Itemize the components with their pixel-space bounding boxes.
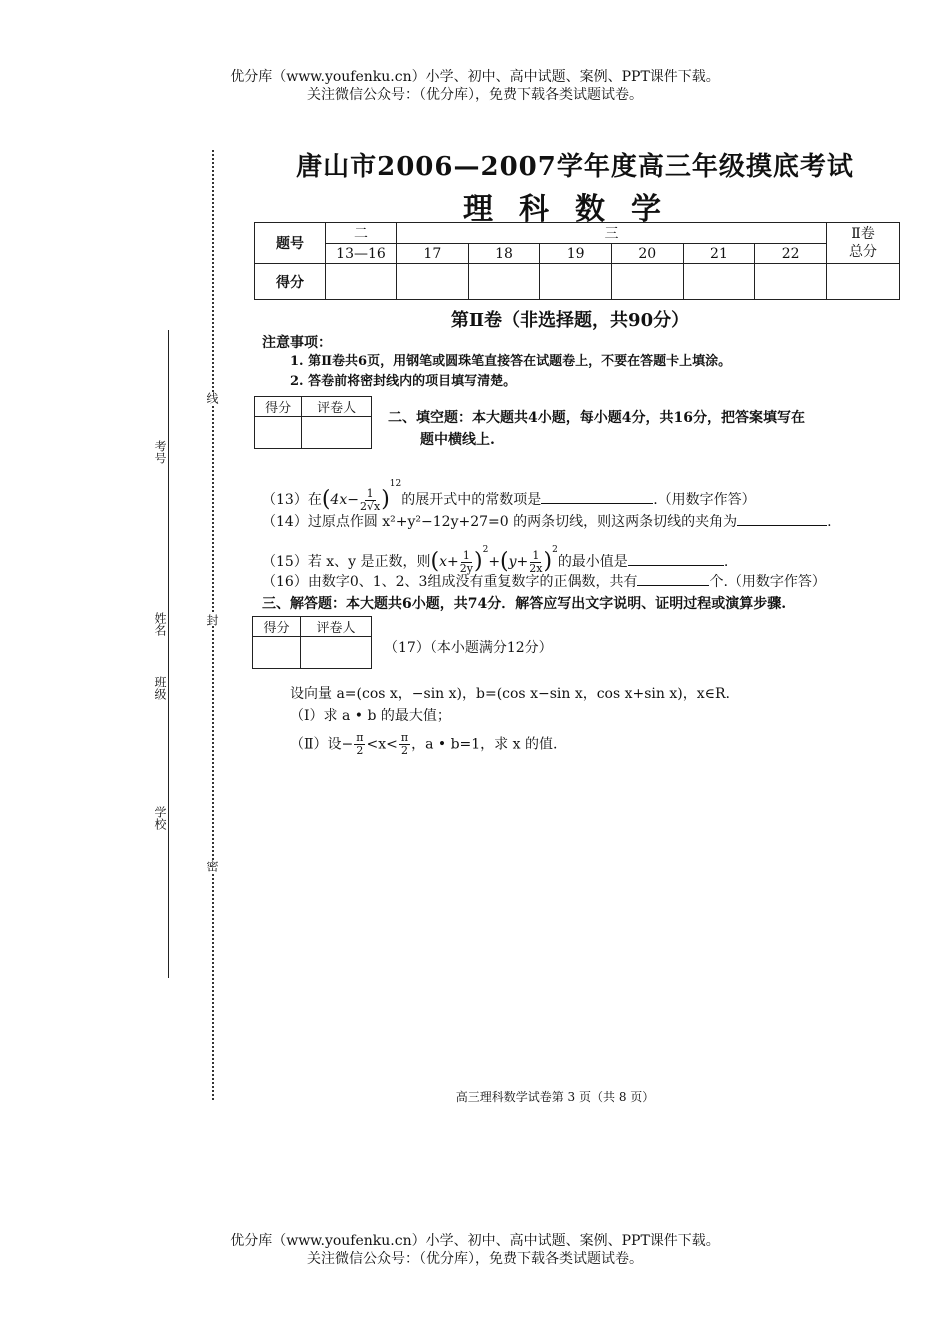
notes-heading: 注意事项： bbox=[262, 335, 332, 351]
q15-exp-1: 2 bbox=[482, 545, 489, 555]
question-col: 18 bbox=[468, 244, 540, 264]
watermark-line-1: 优分库（www.youfenku.cn）小学、初中、高中试题、案例、PPT课件下载。 bbox=[230, 69, 720, 85]
score-table bbox=[254, 222, 900, 300]
q15-d2: 2x bbox=[529, 561, 543, 575]
q17-mid: <x< bbox=[366, 736, 398, 753]
q17-pi: π bbox=[356, 731, 364, 744]
q16-tail: 个.（用数字作答） bbox=[709, 574, 826, 590]
score-cell[interactable] bbox=[468, 264, 540, 300]
q13-fraction bbox=[360, 488, 380, 513]
q13-answer-blank[interactable] bbox=[541, 503, 653, 504]
q15-answer-blank[interactable] bbox=[628, 565, 724, 566]
watermark-line-1-bottom: 优分库（www.youfenku.cn）小学、初中、高中试题、案例、PPT课件下载。 bbox=[230, 1233, 720, 1249]
grader-name-cell[interactable] bbox=[302, 417, 372, 449]
row-label-question: 题号 bbox=[255, 223, 326, 264]
q17-frac-right bbox=[399, 732, 410, 757]
question-col: 22 bbox=[755, 244, 827, 264]
q13-den: 2√x bbox=[359, 499, 381, 513]
q17-part2-tail: ，a • b=1，求 x 的值. bbox=[411, 736, 558, 753]
fill-in-heading-2: 题中横线上. bbox=[420, 432, 495, 448]
score-cell[interactable] bbox=[755, 264, 827, 300]
note-item-1: 1. 第Ⅱ卷共6页，用钢笔或圆珠笔直接答在试题卷上，不要在答题卡上填涂。 bbox=[290, 354, 732, 369]
grader-score-cell[interactable] bbox=[253, 637, 301, 669]
q15-rest: 的最小值是 bbox=[557, 554, 628, 570]
grader-name-label: 评卷人 bbox=[300, 617, 371, 637]
q13-exp: 12 bbox=[389, 479, 402, 489]
q15-p1: x+ bbox=[439, 554, 459, 570]
paren-close: ) bbox=[381, 487, 390, 512]
field-class: 班级 bbox=[153, 676, 167, 700]
total-header-line2: 总分 bbox=[849, 244, 877, 260]
total-header bbox=[827, 223, 900, 264]
q17-two: 2 bbox=[400, 744, 408, 757]
question-col: 13—16 bbox=[326, 244, 397, 264]
grader-score-label: 得分 bbox=[253, 617, 301, 637]
watermark-line-2: 关注微信公众号：（优分库），免费下载各类试题试卷。 bbox=[307, 87, 643, 103]
question-14 bbox=[262, 512, 832, 532]
question-16 bbox=[262, 572, 826, 592]
score-cell-total[interactable] bbox=[827, 264, 900, 300]
q15-exp-2: 2 bbox=[552, 545, 558, 555]
q15-d1: 2y bbox=[459, 561, 473, 575]
grader-box-q17 bbox=[252, 616, 372, 669]
section-three-header: 三 bbox=[397, 223, 827, 244]
q15-tail: . bbox=[723, 554, 729, 570]
grader-score-cell[interactable] bbox=[255, 417, 302, 449]
part-title: 第Ⅱ卷（非选择题，共90分） bbox=[450, 310, 690, 331]
seal-label-secret: 密 bbox=[205, 860, 219, 872]
q14-tail: . bbox=[827, 514, 832, 530]
q15-n1: 1 bbox=[462, 548, 470, 562]
score-cell[interactable] bbox=[611, 264, 683, 300]
q17-part2 bbox=[290, 732, 557, 757]
score-cell[interactable] bbox=[540, 264, 612, 300]
q17-frac-left bbox=[354, 732, 365, 757]
page-footer: 高三理科数学试卷第 3 页（共 8 页） bbox=[455, 1090, 655, 1104]
q13-rest: 的展开式中的常数项是 bbox=[401, 492, 542, 508]
q17-given: 设向量 a=(cos x，−sin x)，b=(cos x−sin x，cos x+sin x)，x∈R. bbox=[290, 686, 730, 702]
solve-heading: 三、解答题：本大题共6小题，共74分．解答应写出文字说明、证明过程或演算步骤. bbox=[262, 596, 787, 612]
grader-box-fill-in bbox=[254, 396, 372, 449]
note-item-2: 2. 答卷前将密封线内的项目填写清楚。 bbox=[290, 374, 517, 389]
question-col: 17 bbox=[397, 244, 469, 264]
q17-part1: （Ⅰ）求 a • b 的最大值； bbox=[290, 708, 451, 724]
score-cell[interactable] bbox=[683, 264, 755, 300]
exam-title: 唐山市2006—2007学年度高三年级摸底考试 bbox=[296, 152, 854, 182]
q16-text: （16）由数字0、1、2、3组成没有重复数字的正偶数，共有 bbox=[262, 574, 638, 590]
q17-pi: π bbox=[400, 731, 409, 744]
q13-num: 1 bbox=[366, 486, 374, 500]
q15-n2: 1 bbox=[532, 548, 540, 562]
score-cell[interactable] bbox=[397, 264, 469, 300]
field-school: 学校 bbox=[153, 806, 167, 830]
question-15: （15）若 x、y 是正数，则(x+ $\frac{1}{2y}$ )$^2$+(y+ $\frac{1}{2x}$ )$^2$的最小值是 . bbox=[262, 545, 729, 575]
q13-tail: .（用数字作答） bbox=[653, 492, 756, 508]
question-col: 20 bbox=[611, 244, 683, 264]
paren-open: ( bbox=[430, 549, 440, 574]
q13-lead: （13）在 bbox=[262, 492, 322, 508]
q14-answer-blank[interactable] bbox=[737, 525, 827, 526]
watermark-line-2-bottom: 关注微信公众号：（优分库），免费下载各类试题试卷。 bbox=[307, 1251, 643, 1267]
q17-two: 2 bbox=[356, 744, 364, 757]
paren-open: ( bbox=[500, 549, 509, 574]
q16-answer-blank[interactable] bbox=[637, 585, 709, 586]
question-col: 21 bbox=[683, 244, 755, 264]
section-two-header: 二 bbox=[326, 223, 397, 244]
q15-frac-2 bbox=[529, 550, 542, 575]
grader-name-cell[interactable] bbox=[300, 637, 371, 669]
paren-close: ) bbox=[543, 549, 553, 574]
q15-lead: （15）若 x、y 是正数，则 bbox=[262, 554, 431, 570]
paren-close: ) bbox=[473, 549, 483, 574]
q15-frac-1 bbox=[460, 550, 473, 575]
question-13 bbox=[262, 474, 756, 513]
subject-title: 理科数学 bbox=[463, 192, 687, 227]
total-header-line1: Ⅱ卷 bbox=[851, 226, 875, 242]
grader-name-label: 评卷人 bbox=[302, 397, 372, 417]
seal-label-line: 线 bbox=[205, 392, 219, 404]
grader-score-label: 得分 bbox=[255, 397, 302, 417]
field-exam-no: 考号 bbox=[153, 440, 167, 464]
q17-part2-lead: （Ⅱ）设− bbox=[290, 736, 354, 753]
q14-text: （14）过原点作圆 x²+y²−12y+27=0 的两条切线，则这两条切线的夹角为 bbox=[262, 514, 738, 530]
score-cell[interactable] bbox=[326, 264, 397, 300]
student-info-line bbox=[168, 330, 169, 978]
q17-label: （17）（本小题满分12分） bbox=[384, 640, 553, 656]
fill-in-heading-1: 二、填空题：本大题共4小题，每小题4分，共16分，把答案填写在 bbox=[388, 410, 805, 426]
paren-open: ( bbox=[321, 487, 331, 512]
field-name: 姓名 bbox=[153, 612, 167, 636]
seal-label-seal: 封 bbox=[205, 614, 219, 626]
row-label-score: 得分 bbox=[255, 264, 326, 300]
q15-p2: y+ bbox=[508, 554, 529, 570]
q13-base: 4x− bbox=[330, 492, 359, 508]
question-col: 19 bbox=[540, 244, 612, 264]
